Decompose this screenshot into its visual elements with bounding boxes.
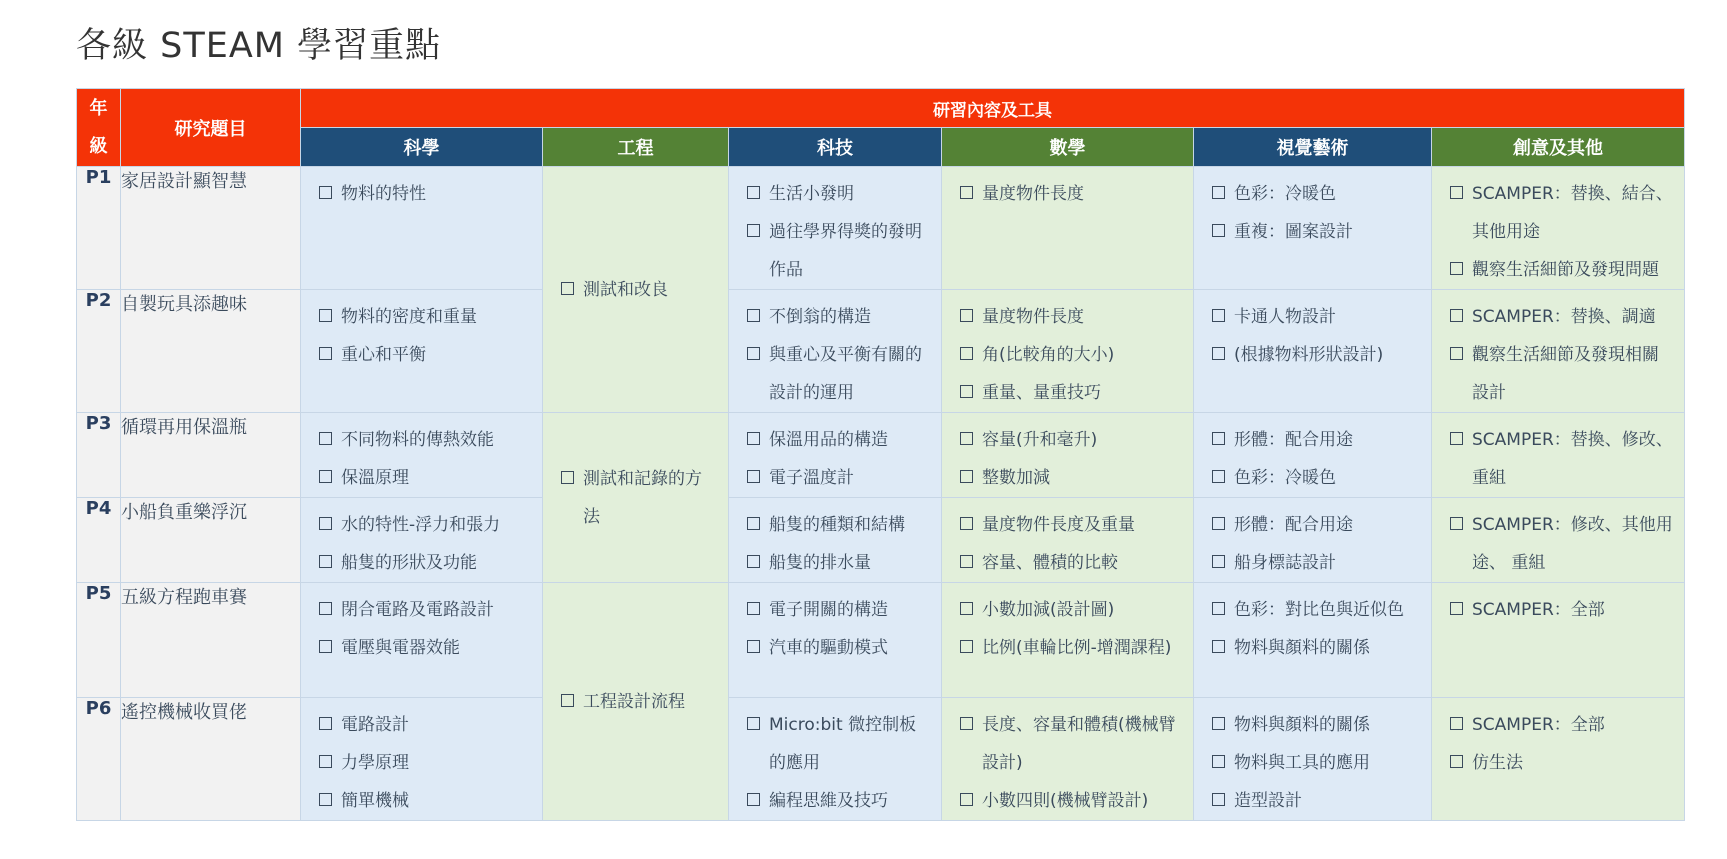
- checklist-item: Micro:bit 微控制板的應用: [747, 706, 931, 782]
- math-cell-list: [942, 167, 1193, 213]
- checklist-item: 比例(車輪比例-增潤課程): [960, 629, 1183, 667]
- engineering-header: 工程: [543, 128, 729, 167]
- math-cell: [942, 498, 1194, 583]
- topic-cell: 小船負重樂浮沉: [121, 498, 301, 583]
- math-cell: [942, 167, 1194, 290]
- table-row: [77, 698, 1685, 821]
- science-header: 科學: [301, 128, 543, 167]
- visual-art-cell: [1194, 498, 1432, 583]
- technology-cell-list: [729, 413, 941, 497]
- grade-cell: P2: [77, 290, 121, 413]
- table-row: [77, 498, 1685, 583]
- creative-cell: [1432, 167, 1685, 290]
- year-header-char-2: 級: [89, 135, 108, 157]
- checklist-item: 重心和平衡: [319, 336, 532, 374]
- checklist-item: 船隻的種類和結構: [747, 506, 931, 544]
- math-cell: [942, 698, 1194, 821]
- checklist-item: 形體：配合用途: [1212, 421, 1421, 459]
- science-cell: [301, 167, 543, 290]
- science-cell-list: [301, 167, 542, 213]
- science-cell-list: [301, 583, 542, 667]
- creative-cell: [1432, 583, 1685, 698]
- checklist-item: 重複：圖案設計: [1212, 213, 1421, 251]
- science-cell-list: [301, 413, 542, 497]
- checklist-item: 觀察生活細節及發現相關設計: [1450, 336, 1674, 412]
- checklist-item: 小數四則(機械臂設計): [960, 782, 1183, 820]
- visual-art-cell: [1194, 167, 1432, 290]
- topic-cell: 循環再用保溫瓶: [121, 413, 301, 498]
- checklist-item: 仿生法: [1450, 744, 1674, 782]
- checklist-item: 色彩：對比色與近似色: [1212, 591, 1421, 629]
- table-row: [77, 167, 1685, 290]
- creative-cell-list: [1432, 167, 1684, 289]
- year-header-char-1: 年: [89, 97, 108, 119]
- checklist-item: 量度物件長度: [960, 175, 1183, 213]
- checklist-item: 水的特性-浮力和張力: [319, 506, 532, 544]
- checklist-item: 船隻的形狀及功能: [319, 544, 532, 582]
- science-cell: [301, 583, 543, 698]
- checklist-item: 容量、體積的比較: [960, 544, 1183, 582]
- checklist-item: 量度物件長度: [960, 298, 1183, 336]
- checklist-item: 測試和記錄的方法: [561, 460, 718, 536]
- checklist-item: 卡通人物設計: [1212, 298, 1421, 336]
- checklist-item: 保溫用品的構造: [747, 421, 931, 459]
- checklist-item: 編程思維及技巧: [747, 782, 931, 820]
- checklist-item: 工程設計流程: [561, 683, 718, 721]
- creative-cell-list: [1432, 698, 1684, 782]
- technology-cell-list: [729, 290, 941, 412]
- engineering-cell-list: [543, 683, 728, 721]
- technology-cell: [729, 167, 942, 290]
- checklist-item: SCAMPER：替換、調適: [1450, 298, 1674, 336]
- checklist-item: SCAMPER：替換、修改、重組: [1450, 421, 1674, 497]
- creative-cell: [1432, 498, 1685, 583]
- technology-cell-list: [729, 698, 941, 820]
- grade-cell: P4: [77, 498, 121, 583]
- technology-cell: [729, 583, 942, 698]
- table-body: [77, 167, 1685, 821]
- year-header: [77, 89, 121, 167]
- checklist-item: 電子溫度計: [747, 459, 931, 497]
- creative-cell: [1432, 290, 1685, 413]
- checklist-item: 電壓與電器效能: [319, 629, 532, 667]
- topic-header: 研究題目: [121, 89, 301, 167]
- checklist-item: 重量、量重技巧: [960, 374, 1183, 412]
- engineering-cell-list: [543, 271, 728, 309]
- technology-header: 科技: [729, 128, 942, 167]
- checklist-item: SCAMPER：全部: [1450, 706, 1674, 744]
- math-cell-list: [942, 498, 1193, 582]
- grade-cell: P6: [77, 698, 121, 821]
- steam-table: [76, 88, 1685, 821]
- technology-cell: [729, 498, 942, 583]
- checklist-item: 觀察生活細節及發現問題: [1450, 251, 1674, 289]
- visual-art-cell-list: [1194, 698, 1431, 820]
- grade-cell: P3: [77, 413, 121, 498]
- visual-art-cell: [1194, 698, 1432, 821]
- math-cell: [942, 583, 1194, 698]
- visual-art-cell-list: [1194, 167, 1431, 251]
- checklist-item: 閉合電路及電路設計: [319, 591, 532, 629]
- checklist-item: 測試和改良: [561, 271, 718, 309]
- creative-header: 創意及其他: [1432, 128, 1685, 167]
- visual-art-cell-list: [1194, 498, 1431, 582]
- science-cell: [301, 698, 543, 821]
- checklist-item: 形體：配合用途: [1212, 506, 1421, 544]
- engineering-cell-list: [543, 460, 728, 536]
- science-cell-list: [301, 698, 542, 820]
- visual-art-cell-list: [1194, 583, 1431, 667]
- engineering-cell: [543, 413, 729, 583]
- checklist-item: 角(比較角的大小): [960, 336, 1183, 374]
- math-cell: [942, 413, 1194, 498]
- content-group-header: 研習內容及工具: [301, 89, 1685, 128]
- checklist-item: 船身標誌設計: [1212, 544, 1421, 582]
- technology-cell: [729, 698, 942, 821]
- science-cell: [301, 413, 543, 498]
- creative-cell-list: [1432, 583, 1684, 629]
- checklist-item: 物料與顏料的關係: [1212, 706, 1421, 744]
- table-row: [77, 290, 1685, 413]
- checklist-item: (根據物料形狀設計): [1212, 336, 1421, 374]
- checklist-item: 電子開關的構造: [747, 591, 931, 629]
- checklist-item: 物料與工具的應用: [1212, 744, 1421, 782]
- technology-cell-list: [729, 167, 941, 289]
- checklist-item: 保溫原理: [319, 459, 532, 497]
- topic-cell: 遙控機械收買佬: [121, 698, 301, 821]
- checklist-item: 造型設計: [1212, 782, 1421, 820]
- technology-cell: [729, 290, 942, 413]
- checklist-item: 簡單機械: [319, 782, 532, 820]
- checklist-item: 船隻的排水量: [747, 544, 931, 582]
- math-cell-list: [942, 583, 1193, 667]
- table-row: [77, 583, 1685, 698]
- technology-cell-list: [729, 498, 941, 582]
- checklist-item: SCAMPER：修改、其他用途、 重組: [1450, 506, 1674, 582]
- creative-cell: [1432, 698, 1685, 821]
- checklist-item: 汽車的驅動模式: [747, 629, 931, 667]
- topic-cell: 自製玩具添趣味: [121, 290, 301, 413]
- checklist-item: 小數加減(設計圖): [960, 591, 1183, 629]
- math-header: 數學: [942, 128, 1194, 167]
- math-cell: [942, 290, 1194, 413]
- page-title: 各級 STEAM 學習重點: [76, 26, 442, 66]
- creative-cell-list: [1432, 498, 1684, 582]
- checklist-item: 過往學界得獎的發明作品: [747, 213, 931, 289]
- checklist-item: 物料的密度和重量: [319, 298, 532, 336]
- science-cell-list: [301, 290, 542, 374]
- visual-art-header: 視覺藝術: [1194, 128, 1432, 167]
- visual-art-cell-list: [1194, 290, 1431, 374]
- checklist-item: SCAMPER：替換、結合、其他用途: [1450, 175, 1674, 251]
- technology-cell: [729, 413, 942, 498]
- checklist-item: 色彩：冷暖色: [1212, 175, 1421, 213]
- grade-cell: P1: [77, 167, 121, 290]
- science-cell-list: [301, 498, 542, 582]
- engineering-cell: [543, 167, 729, 413]
- checklist-item: 容量(升和毫升): [960, 421, 1183, 459]
- checklist-item: 不倒翁的構造: [747, 298, 931, 336]
- creative-cell-list: [1432, 413, 1684, 497]
- checklist-item: 力學原理: [319, 744, 532, 782]
- checklist-item: 電路設計: [319, 706, 532, 744]
- checklist-item: 物料與顏料的關係: [1212, 629, 1421, 667]
- math-cell-list: [942, 698, 1193, 820]
- checklist-item: 生活小發明: [747, 175, 931, 213]
- visual-art-cell: [1194, 413, 1432, 498]
- checklist-item: 與重心及平衡有關的設計的運用: [747, 336, 931, 412]
- checklist-item: 不同物料的傳熱效能: [319, 421, 532, 459]
- checklist-item: 物料的特性: [319, 175, 532, 213]
- technology-cell-list: [729, 583, 941, 667]
- math-cell-list: [942, 290, 1193, 412]
- checklist-item: 整數加減: [960, 459, 1183, 497]
- visual-art-cell: [1194, 290, 1432, 413]
- science-cell: [301, 290, 543, 413]
- visual-art-cell: [1194, 583, 1432, 698]
- grade-cell: P5: [77, 583, 121, 698]
- science-cell: [301, 498, 543, 583]
- checklist-item: 色彩：冷暖色: [1212, 459, 1421, 497]
- creative-cell: [1432, 413, 1685, 498]
- checklist-item: SCAMPER：全部: [1450, 591, 1674, 629]
- visual-art-cell-list: [1194, 413, 1431, 497]
- math-cell-list: [942, 413, 1193, 497]
- table-row: [77, 413, 1685, 498]
- creative-cell-list: [1432, 290, 1684, 412]
- engineering-cell: [543, 583, 729, 821]
- checklist-item: 長度、容量和體積(機械臂設計): [960, 706, 1183, 782]
- topic-cell: 家居設計顯智慧: [121, 167, 301, 290]
- checklist-item: 量度物件長度及重量: [960, 506, 1183, 544]
- topic-cell: 五級方程跑車賽: [121, 583, 301, 698]
